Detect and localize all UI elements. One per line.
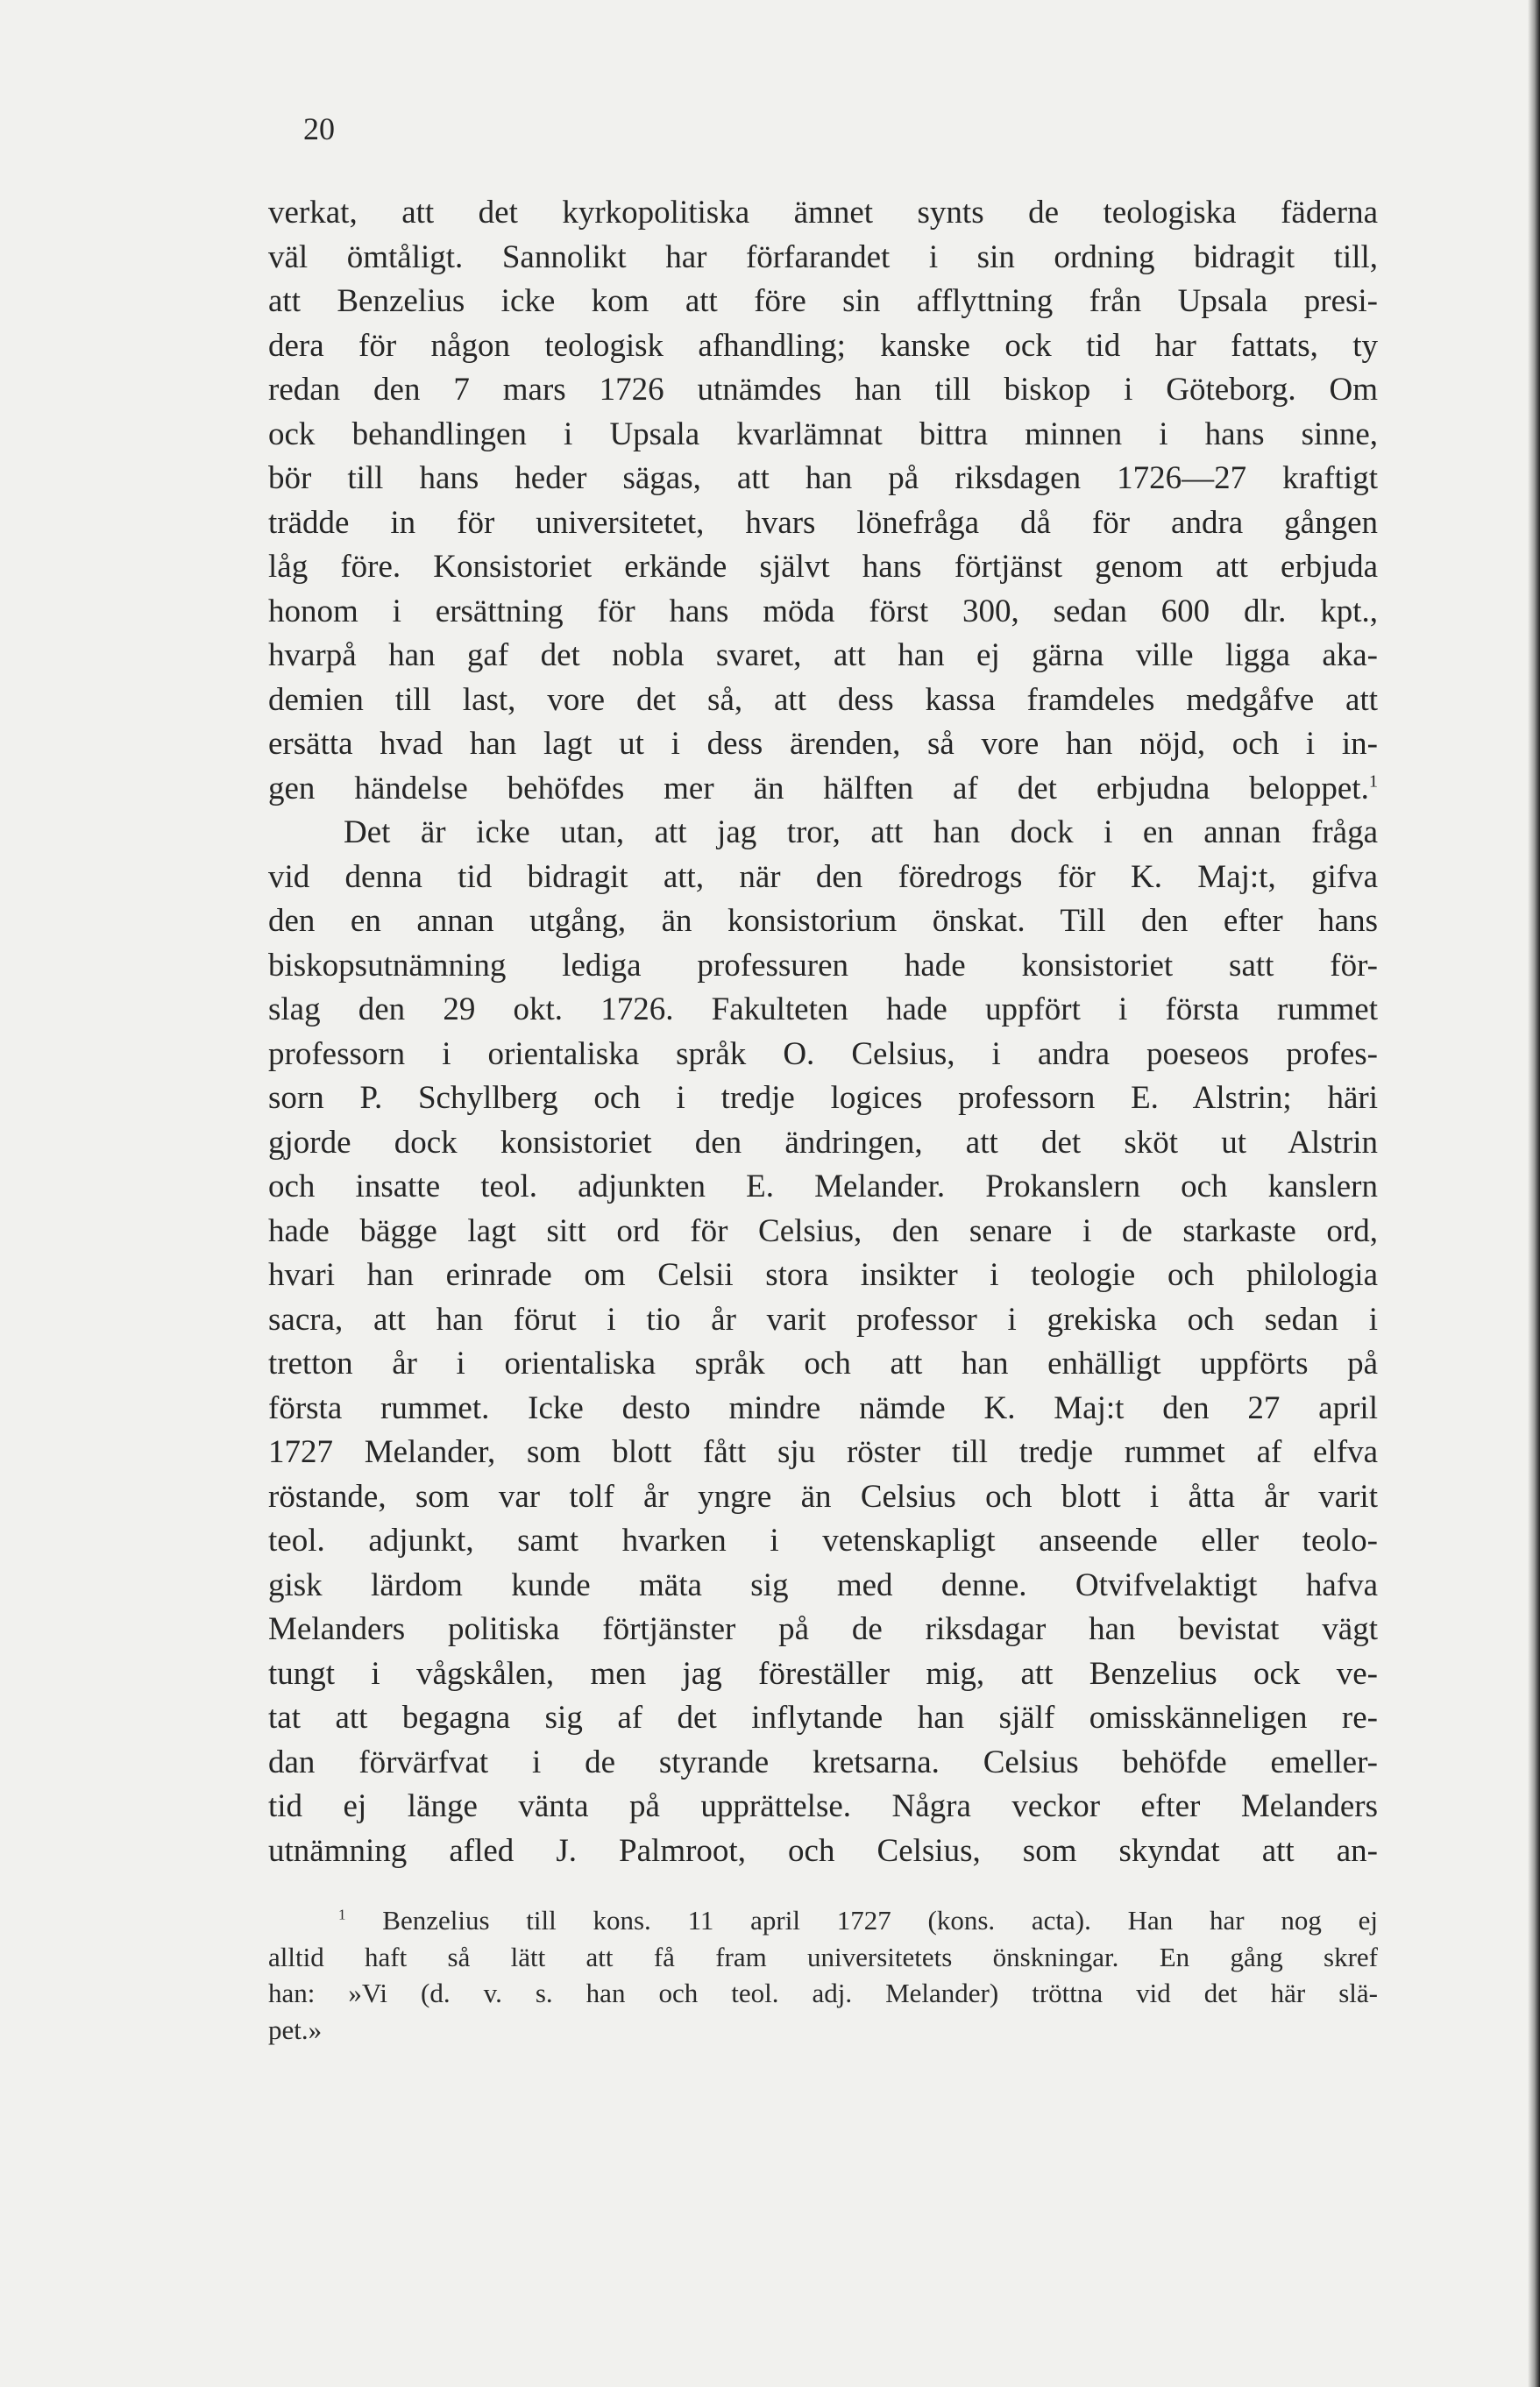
text-line: utnämning afled J. Palmroot, och Celsius, som skyndat att an-	[268, 1832, 1378, 1869]
text-line: sorn P. Schyllberg och i tredje logices professorn E. Alstrin; häri	[268, 1080, 1378, 1116]
text-line: hade bägge lagt sitt ord för Celsius, den senare i de starkaste ord,	[268, 1212, 1378, 1249]
text-line: väl ömtåligt. Sannolikt har förfarandet i sin ordning bidragit till,	[268, 238, 1378, 275]
text-line: gisk lärdom kunde mäta sig med denne. Otvifvelaktigt hafva	[268, 1566, 1378, 1603]
text-line: tretton år i orientaliska språk och att han enhälligt uppförts på	[268, 1346, 1378, 1382]
text-line: hvarpå han gaf det nobla svaret, att han ej gärna ville ligga aka-	[268, 637, 1378, 673]
page-number: 20	[303, 111, 335, 146]
text-line: tungt i vågskålen, men jag föreställer mig, att Benzelius ock ve-	[268, 1655, 1378, 1692]
text-line: demien till last, vore det så, att dess kassa framdeles medgåfve att	[268, 681, 1378, 718]
text-line: trädde in för universitetet, hvars lönefråga då för andra gången	[268, 504, 1378, 541]
text-line: tid ej länge vänta på upprättelse. Några veckor efter Melanders	[268, 1788, 1378, 1824]
text-line: ock behandlingen i Upsala kvarlämnat bittra minnen i hans sinne,	[268, 416, 1378, 452]
text-line: biskopsutnämning lediga professuren hade konsistoriet satt för-	[268, 947, 1378, 984]
footnote-line-content: Benzelius till kons. 11 april 1727 (kons. acta). Han har nog ej	[382, 1905, 1379, 1936]
text-line: vid denna tid bidragit att, när den föredrogs för K. Maj:t, gifva	[268, 858, 1378, 895]
footnote-marker: 1	[338, 1906, 346, 1923]
text-line: bör till hans heder sägas, att han på riksdagen 1726—27 kraftigt	[268, 460, 1378, 496]
text-line: hvari han erinrade om Celsii stora insikter i teologie och philologia	[268, 1257, 1378, 1293]
page-edge-shadow	[1528, 0, 1540, 2387]
footnote-line: alltid haft så lätt att få fram universitetets önskningar. En gång skref	[268, 1941, 1378, 1972]
text-line: Melanders politiska förtjänster på de riksdagar han bevistat vägt	[268, 1611, 1378, 1647]
footnote-reference[interactable]: 1	[1368, 771, 1378, 792]
text-line: röstande, som var tolf år yngre än Celsius och blott i åtta år varit	[268, 1478, 1378, 1515]
footnote	[268, 1902, 1378, 2048]
text-line: slag den 29 okt. 1726. Fakulteten hade uppfört i första rummet	[268, 991, 1378, 1027]
text-line: att Benzelius icke kom att före sin afflyttning från Upsala presi-	[268, 283, 1378, 319]
footnote-line: han: »Vi (d. v. s. han och teol. adj. Melander) tröttna vid det här slä-	[268, 1978, 1378, 2008]
text-line: professorn i orientaliska språk O. Celsius, i andra poeseos profes-	[268, 1035, 1378, 1072]
text-line-content: gen händelse behöfdes mer än hälften af det erbjudna beloppet.	[268, 770, 1369, 806]
body-text	[268, 191, 1378, 1873]
text-line: teol. adjunkt, samt hvarken i vetenskapligt anseende eller teolo-	[268, 1523, 1378, 1559]
text-line: redan den 7 mars 1726 utnämdes han till biskop i Göteborg. Om	[268, 372, 1378, 408]
text-line: Det är icke utan, att jag tror, att han dock i en annan fråga	[344, 814, 1378, 850]
text-line: tat att begagna sig af det inflytande han själf omisskänneligen re-	[268, 1700, 1378, 1736]
text-line: sacra, att han förut i tio år varit professor i grekiska och sedan i	[268, 1301, 1378, 1338]
text-line: den en annan utgång, än konsistorium önskat. Till den efter hans	[268, 903, 1378, 939]
text-line: 1727 Melander, som blott fått sju röster till tredje rummet af elfva	[268, 1434, 1378, 1470]
text-line: gjorde dock konsistoriet den ändringen, att det sköt ut Alstrin	[268, 1124, 1378, 1161]
text-line: verkat, att det kyrkopolitiska ämnet synts de teologiska fäderna	[268, 195, 1378, 231]
footnote-line: pet.»	[268, 2014, 323, 2045]
footnote-line	[268, 1902, 1378, 1939]
text-line: första rummet. Icke desto mindre nämde K. Maj:t den 27 april	[268, 1389, 1378, 1426]
text-line: honom i ersättning för hans möda först 300, sedan 600 dlr. kpt.,	[268, 593, 1378, 629]
text-line: dan förvärfvat i de styrande kretsarna. Celsius behöfde emeller-	[268, 1744, 1378, 1780]
text-line-with-footnote-ref	[268, 767, 1378, 812]
text-line: dera för någon teologisk afhandling; kanske ock tid har fattats, ty	[268, 327, 1378, 364]
text-line: ersätta hvad han lagt ut i dess ärenden, så vore han nöjd, och i in-	[268, 726, 1378, 762]
text-line: låg före. Konsistoriet erkände självt hans förtjänst genom att erbjuda	[268, 549, 1378, 585]
text-line: och insatte teol. adjunkten E. Melander. Prokanslern och kanslern	[268, 1169, 1378, 1204]
